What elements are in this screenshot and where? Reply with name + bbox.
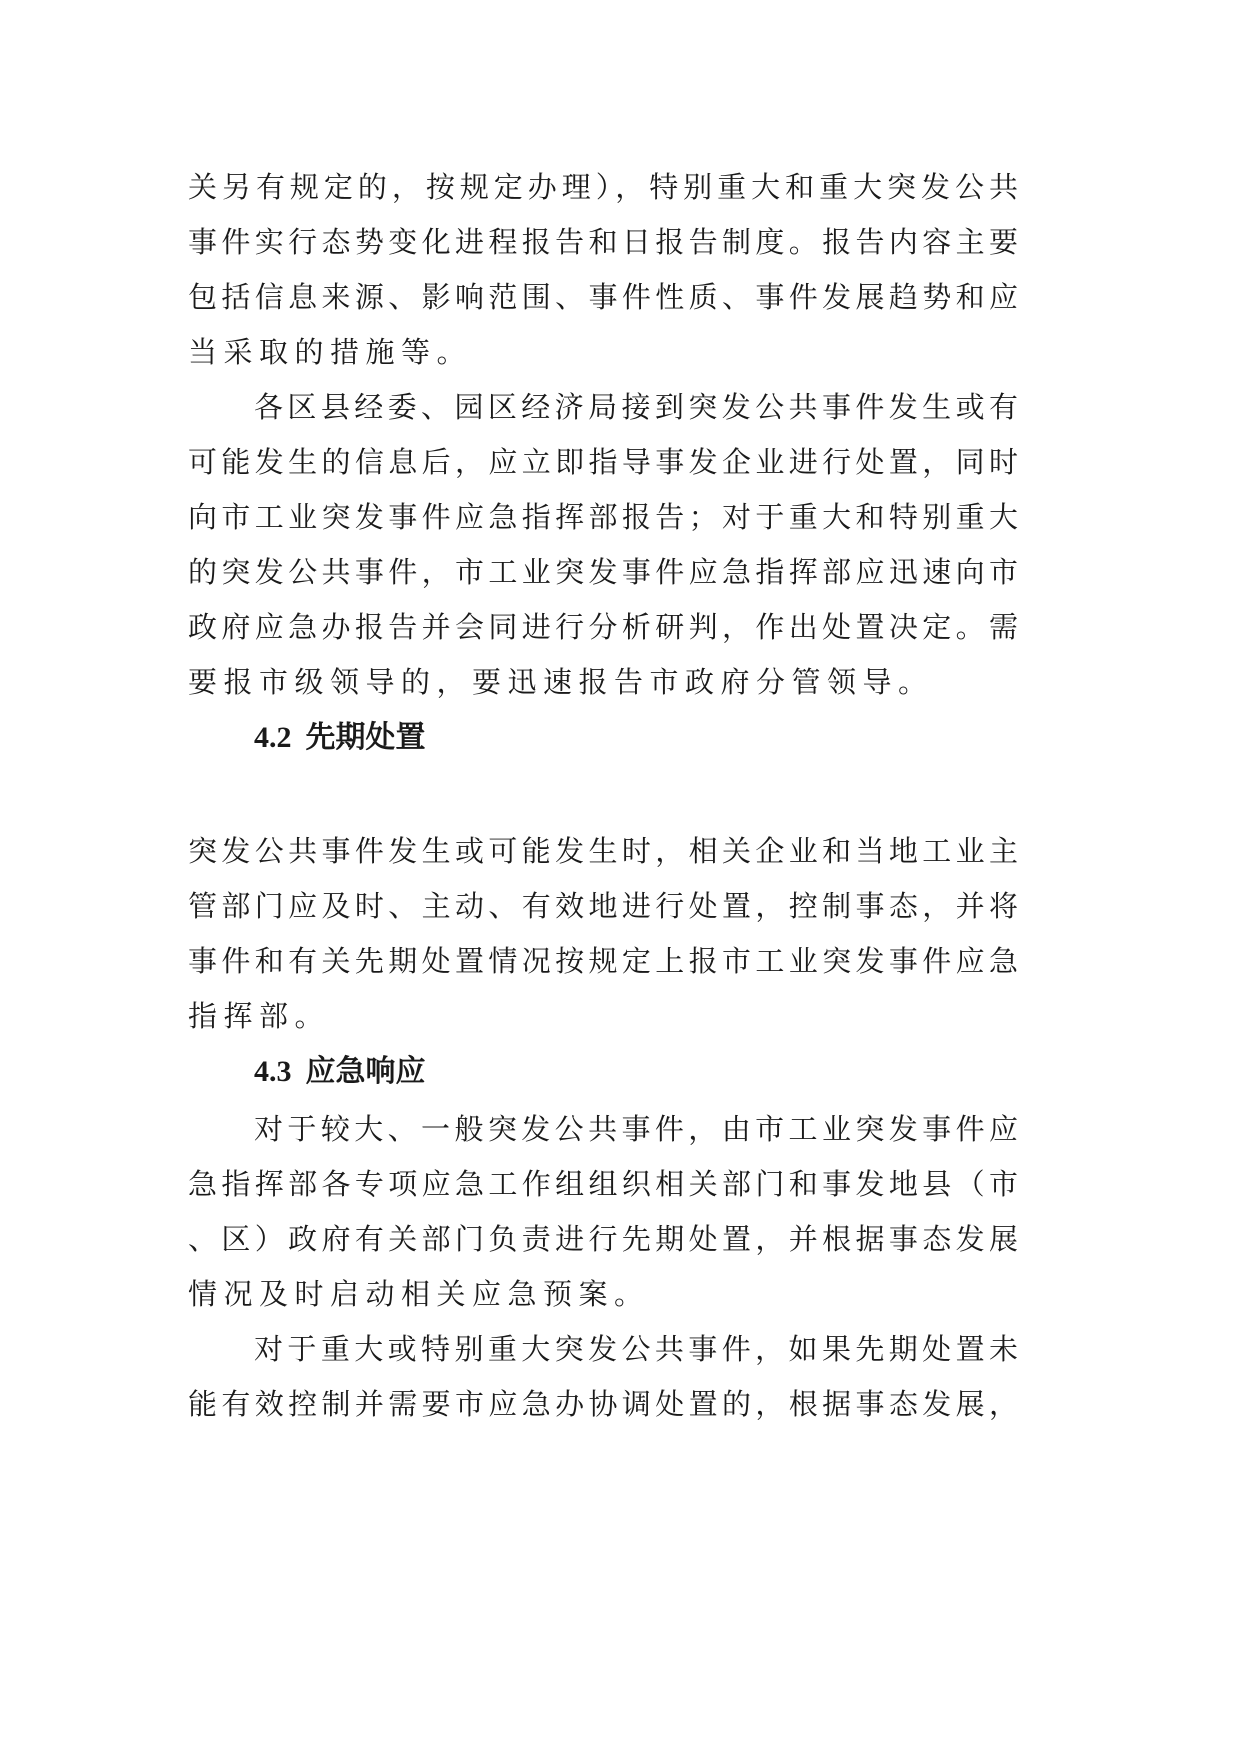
text-line: 对于较大、一般突发公共事件，由市工业突发事件应: [254, 1112, 1018, 1146]
text-line: 管部门应及时、主动、有效地进行处置，控制事态，并将: [188, 889, 1018, 923]
text-line: 政府应急办报告并会同进行分析研判，作出处置决定。需: [188, 610, 1018, 644]
text-line: 事件实行态势变化进程报告和日报告制度。报告内容主要: [188, 225, 1018, 259]
text-line: 各区县经委、园区经济局接到突发公共事件发生或有: [254, 390, 1018, 424]
text-line: 要报市级领导的，要迅速报告市政府分管领导。: [188, 665, 934, 699]
text-line: 的突发公共事件，市工业突发事件应急指挥部应迅速向市: [188, 555, 1018, 589]
text-line: 对于重大或特别重大突发公共事件，如果先期处置未: [254, 1332, 1018, 1366]
text-line: 指挥部。: [188, 999, 331, 1033]
text-line: 关另有规定的，按规定办理），特别重大和重大突发公共: [188, 170, 1018, 204]
section-heading-4-3: [254, 1048, 426, 1096]
text-line: 事件和有关先期处置情况按规定上报市工业突发事件应急: [188, 944, 1018, 978]
text-line: 包括信息来源、影响范围、事件性质、事件发展趋势和应: [188, 280, 1018, 314]
section-heading-4-2: [254, 714, 426, 762]
section-number: 4.3: [254, 1055, 292, 1088]
text-line: 突发公共事件发生或可能发生时，相关企业和当地工业主: [188, 834, 1018, 868]
text-line: 急指挥部各专项应急工作组组织相关部门和事发地县（市: [188, 1167, 1018, 1201]
section-number: 4.2: [254, 721, 292, 754]
text-line: 当采取的措施等。: [188, 335, 473, 369]
text-line: 、区）政府有关部门负责进行先期处置，并根据事态发展: [188, 1222, 1018, 1256]
text-line: 情况及时启动相关应急预案。: [188, 1277, 650, 1311]
section-title: 应急响应: [305, 1054, 426, 1089]
text-line: 能有效控制并需要市应急办协调处置的，根据事态发展，: [188, 1387, 1018, 1421]
text-line: 向市工业突发事件应急指挥部报告；对于重大和特别重大: [188, 500, 1018, 534]
section-title: 先期处置: [305, 720, 426, 755]
text-line: 可能发生的信息后，应立即指导事发企业进行处置，同时: [188, 445, 1018, 479]
